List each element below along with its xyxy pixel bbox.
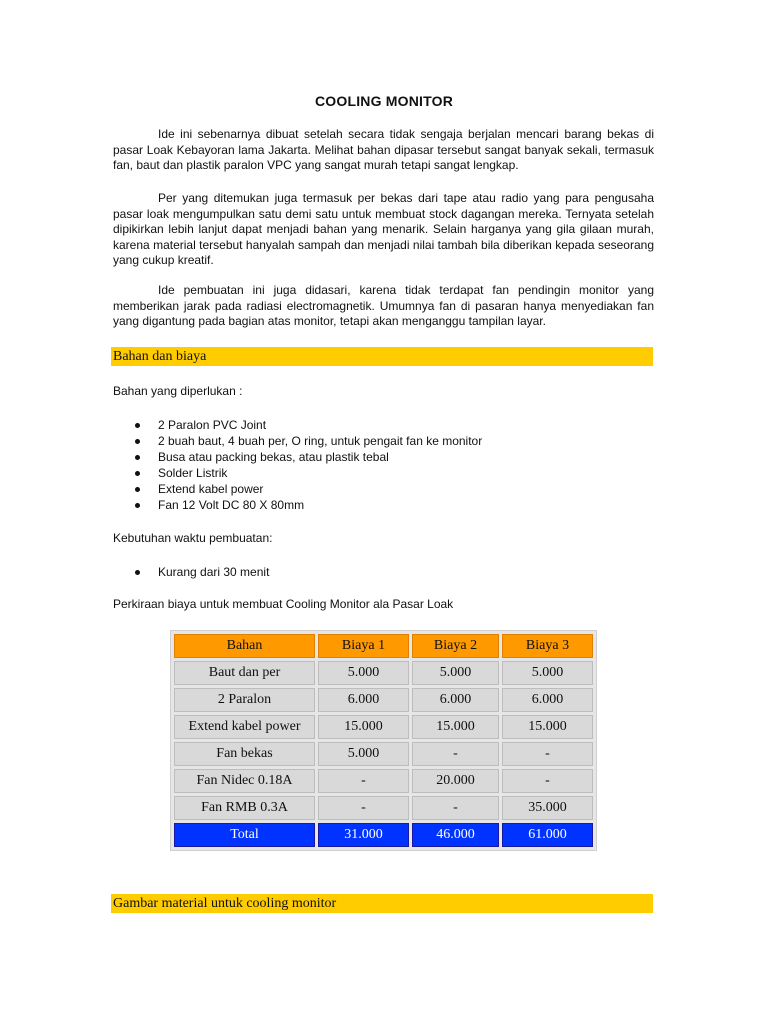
table-cell: - [318, 796, 409, 820]
table-header-cell: Biaya 3 [502, 634, 593, 658]
table-cell: Extend kabel power [174, 715, 315, 739]
table-cell: 6.000 [412, 688, 499, 712]
table-cell: 5.000 [318, 661, 409, 685]
section-heading-bahan-biaya: Bahan dan biaya [111, 347, 653, 366]
table-total-cell: 46.000 [412, 823, 499, 847]
table-row [174, 661, 593, 685]
table-cell: 5.000 [318, 742, 409, 766]
table-row [174, 769, 593, 793]
list-item: Kurang dari 30 menit [113, 564, 269, 580]
table-cell: 6.000 [318, 688, 409, 712]
table-cell: - [318, 769, 409, 793]
materials-label: Bahan yang diperlukan : [113, 384, 243, 398]
list-item: 2 buah baut, 4 buah per, O ring, untuk pengait fan ke monitor [113, 433, 482, 449]
table-cell: 15.000 [412, 715, 499, 739]
table-cell: 2 Paralon [174, 688, 315, 712]
table-cell: - [502, 769, 593, 793]
list-item: 2 Paralon PVC Joint [113, 417, 482, 433]
table-row [174, 715, 593, 739]
table-cell: 6.000 [502, 688, 593, 712]
table-cell: Fan bekas [174, 742, 315, 766]
table-cell: 35.000 [502, 796, 593, 820]
section-heading-gambar-material: Gambar material untuk cooling monitor [111, 894, 653, 913]
table-total-cell: 61.000 [502, 823, 593, 847]
time-label: Kebutuhan waktu pembuatan: [113, 531, 273, 545]
table-cell: 15.000 [318, 715, 409, 739]
table-cell: - [412, 796, 499, 820]
table-total-cell: 31.000 [318, 823, 409, 847]
table-cell: Baut dan per [174, 661, 315, 685]
list-item: Busa atau packing bekas, atau plastik tebal [113, 449, 482, 465]
page-title: COOLING MONITOR [314, 93, 454, 109]
paragraph-per: Per yang ditemukan juga termasuk per bekas dari tape atau radio yang para pengusaha pasar loak mengumpulkan satu demi satu untuk membuat stock dagangan mereka. Ternyata setelah dipikirkan lebih lanjut dapat menjadi bahan yang menarik. Selain harganya yang gila gilaan murah, karena material tersebut hanyalah sampah dan menjadi nilai tambah bila diberikan kepada seseorang yang cukup kreatif. [113, 191, 654, 267]
materials-list [113, 417, 482, 513]
cost-label: Perkiraan biaya untuk membuat Cooling Monitor ala Pasar Loak [113, 597, 454, 611]
table-row [174, 742, 593, 766]
table-cell: - [412, 742, 499, 766]
table-cell: 5.000 [502, 661, 593, 685]
table-row [174, 796, 593, 820]
table-cell: Fan Nidec 0.18A [174, 769, 315, 793]
cost-table [170, 630, 597, 851]
paragraph-idea: Ide pembuatan ini juga didasari, karena tidak terdapat fan pendingin monitor yang memberikan jarak pada radiasi electromagnetik. Umumnya fan di pasaran hanya menyediakan fan yang digantung pada bagian atas monitor, tetapi akan menganggu tampilan layar. [113, 283, 654, 328]
table-total-row [174, 823, 593, 847]
table-cell: - [502, 742, 593, 766]
table-header-cell: Biaya 1 [318, 634, 409, 658]
table-row [174, 688, 593, 712]
table-total-cell: Total [174, 823, 315, 847]
table-cell: 20.000 [412, 769, 499, 793]
list-item: Solder Listrik [113, 465, 482, 481]
table-header-cell: Biaya 2 [412, 634, 499, 658]
list-item: Fan 12 Volt DC 80 X 80mm [113, 497, 482, 513]
table-header-cell: Bahan [174, 634, 315, 658]
table-cell: Fan RMB 0.3A [174, 796, 315, 820]
table-cell: 15.000 [502, 715, 593, 739]
table-cell: 5.000 [412, 661, 499, 685]
paragraph-intro: Ide ini sebenarnya dibuat setelah secara tidak sengaja berjalan mencari barang bekas di pasar Loak Kebayoran lama Jakarta. Melihat bahan dipasar tersebut sangat banyak sekali, termasuk fan, baut dan plastik paralon VPC yang sangat murah tetapi sangat lengkap. [113, 127, 654, 172]
time-list [113, 564, 269, 580]
table-header-row [174, 634, 593, 658]
list-item: Extend kabel power [113, 481, 482, 497]
